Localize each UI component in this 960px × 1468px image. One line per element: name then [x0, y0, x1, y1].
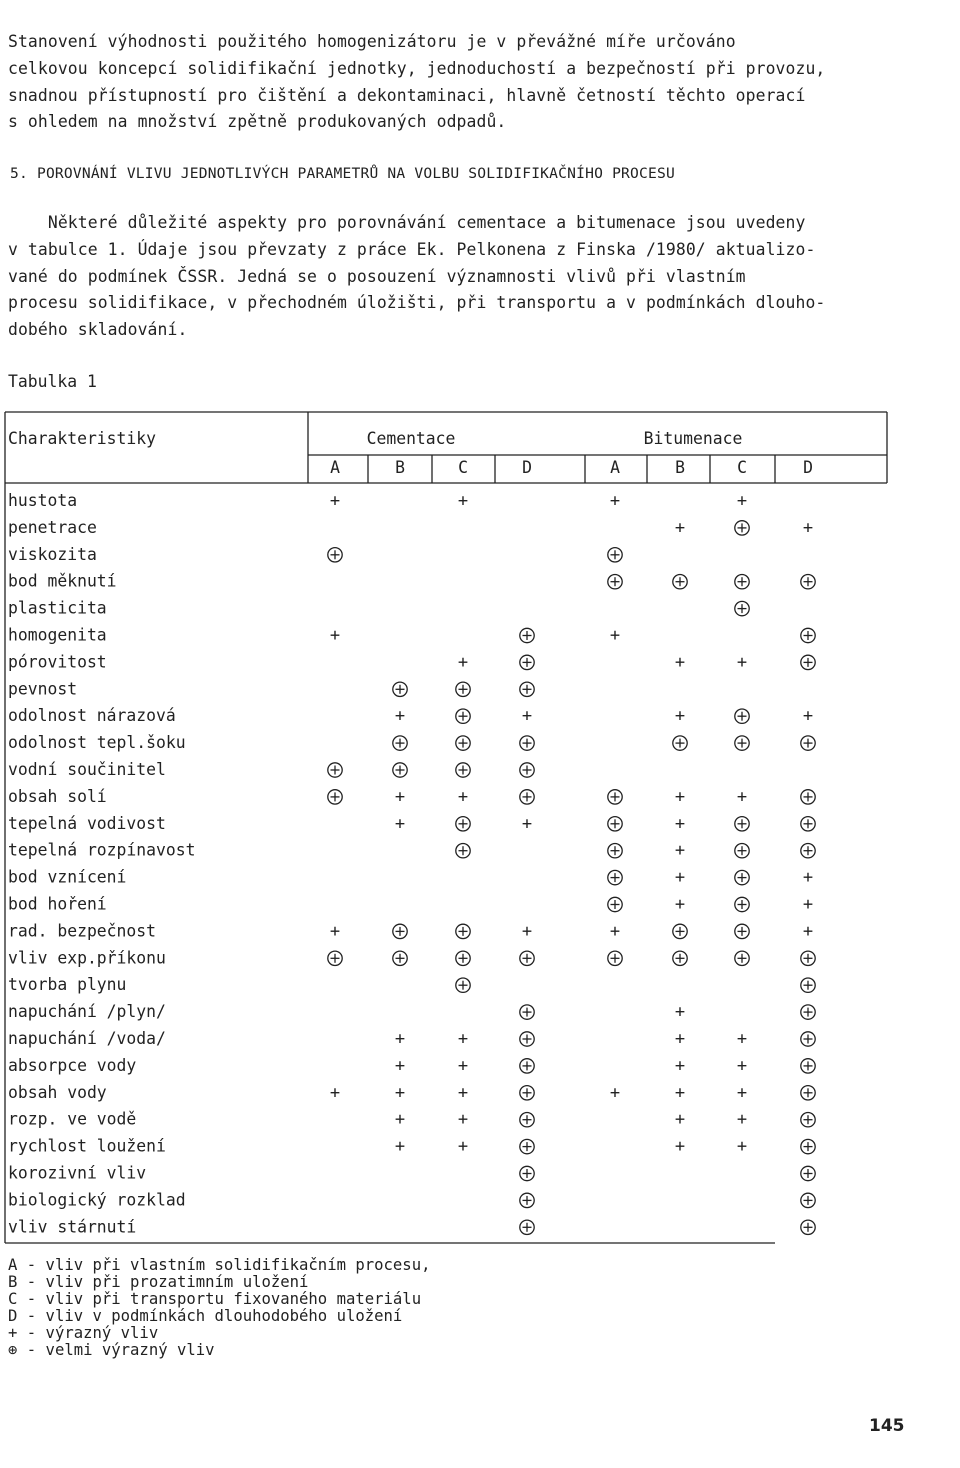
- cell-circled-plus: [608, 844, 622, 858]
- cell-circled-plus: [801, 951, 815, 965]
- cell-circled-plus: [801, 1113, 815, 1127]
- cell-plus: +: [457, 491, 469, 511]
- cell-plus: +: [674, 1136, 686, 1157]
- cell-circled-plus: [608, 897, 622, 911]
- cell-circled-plus: [608, 870, 622, 884]
- section-heading: 5. POROVNÁNÍ VLIVU JEDNOTLIVÝCH PARAMETRŮ NA VOLBU SOLIDIFIKAČNÍHO PROCESU: [10, 165, 675, 182]
- cell-plus: +: [329, 625, 341, 646]
- cell-circled-plus: [393, 951, 407, 965]
- cell-circled-plus: [801, 1166, 815, 1180]
- cell-plus: +: [802, 517, 814, 538]
- page-number: 145: [869, 1416, 905, 1436]
- cell-plus: +: [674, 1055, 686, 1076]
- cell-circled-plus: [328, 763, 342, 777]
- cell-circled-plus: [735, 709, 749, 723]
- cell-plus: +: [736, 1136, 748, 1157]
- cell-circled-plus: [801, 1193, 815, 1207]
- cell-circled-plus: [801, 1220, 815, 1234]
- cell-circled-plus: [801, 628, 815, 642]
- row-label: odolnost nárazová: [8, 706, 176, 726]
- intro-line: Stanovení výhodnosti použitého homogenizátoru je v převážné míře určováno: [8, 32, 736, 51]
- cell-plus: +: [394, 1029, 406, 1049]
- row-label: biologický rozklad: [8, 1190, 186, 1210]
- cell-circled-plus: [801, 790, 815, 804]
- cell-circled-plus: [801, 1005, 815, 1019]
- row-label: bod hoření: [8, 894, 107, 914]
- cell-circled-plus: [735, 817, 749, 831]
- cell-circled-plus: [735, 736, 749, 750]
- cell-plus: +: [674, 517, 686, 538]
- cell-circled-plus: [456, 817, 470, 831]
- cell-plus: +: [674, 813, 686, 834]
- cell-circled-plus: [393, 736, 407, 750]
- row-label: plasticita: [8, 598, 107, 618]
- cell-circled-plus: [520, 1059, 534, 1073]
- cell-plus: +: [802, 867, 814, 888]
- row-label: obsah vody: [8, 1082, 107, 1102]
- cell-plus: +: [521, 921, 533, 942]
- cell-plus: +: [736, 491, 748, 511]
- cell-circled-plus: [801, 575, 815, 589]
- cell-circled-plus: [328, 548, 342, 562]
- cell-circled-plus: [673, 736, 687, 750]
- cell-circled-plus: [735, 951, 749, 965]
- cell-plus: +: [674, 894, 686, 915]
- cell-plus: +: [394, 786, 406, 807]
- cell-plus: +: [736, 786, 748, 807]
- cell-plus: +: [674, 706, 686, 727]
- cell-plus: +: [674, 1002, 686, 1023]
- cell-circled-plus: [608, 548, 622, 562]
- cell-circled-plus: [801, 844, 815, 858]
- row-label: napuchání /voda/: [8, 1029, 166, 1048]
- cell-plus: +: [394, 1136, 406, 1157]
- cell-circled-plus: [456, 924, 470, 938]
- cell-circled-plus: [735, 897, 749, 911]
- legend-line: + - výrazný vliv: [8, 1324, 159, 1342]
- cell-plus: +: [802, 921, 814, 942]
- cell-plus: +: [802, 706, 814, 727]
- row-label: penetrace: [8, 517, 97, 537]
- row-label: pevnost: [8, 679, 78, 699]
- sub-column-label: C: [737, 458, 747, 477]
- cell-circled-plus: [801, 1032, 815, 1046]
- cell-circled-plus: [456, 682, 470, 696]
- cell-plus: +: [609, 491, 621, 511]
- body-line: v tabulce 1. Údaje jsou převzaty z práce Ek. Pelkonena z Finska /1980/ aktualizo-: [8, 239, 816, 259]
- row-label: napuchání /plyn/: [8, 1002, 166, 1022]
- cell-circled-plus: [608, 575, 622, 589]
- cell-circled-plus: [801, 1086, 815, 1100]
- cell-plus: +: [521, 706, 533, 727]
- cell-circled-plus: [520, 628, 534, 642]
- group-label-bitumenace: Bitumenace: [643, 429, 743, 448]
- sub-column-label: A: [610, 458, 620, 477]
- cell-circled-plus: [520, 1005, 534, 1019]
- row-label: bod měknutí: [8, 571, 117, 591]
- row-label: korozivní vliv: [8, 1163, 147, 1183]
- cell-plus: +: [394, 813, 406, 834]
- cell-plus: +: [329, 1082, 341, 1103]
- legend-line: C - vliv při transportu fixovaného materiálu: [8, 1290, 422, 1308]
- row-label: hustota: [8, 491, 78, 510]
- cell-plus: +: [457, 1055, 469, 1076]
- row-label: odolnost tepl.šoku: [8, 733, 186, 753]
- cell-circled-plus: [608, 790, 622, 804]
- cell-circled-plus: [735, 844, 749, 858]
- legend-line: A - vliv při vlastním solidifikačním procesu,: [8, 1256, 431, 1274]
- row-label: obsah solí: [8, 786, 107, 806]
- legend-line: B - vliv při prozatimním uložení: [8, 1273, 309, 1291]
- cell-plus: +: [329, 921, 341, 942]
- row-label: tepelná vodivost: [8, 813, 166, 833]
- cell-circled-plus: [456, 978, 470, 992]
- legend-line: D - vliv v podmínkách dlouhodobého uložení: [8, 1307, 403, 1325]
- cell-circled-plus: [801, 978, 815, 992]
- sub-column-label: B: [395, 458, 405, 477]
- cell-circled-plus: [673, 951, 687, 965]
- cell-circled-plus: [393, 924, 407, 938]
- row-label: vodní součinitel: [8, 760, 166, 779]
- cell-circled-plus: [735, 870, 749, 884]
- cell-plus: +: [457, 1136, 469, 1157]
- cell-circled-plus: [801, 817, 815, 831]
- cell-circled-plus: [520, 682, 534, 696]
- body-line: dobého skladování.: [8, 320, 188, 340]
- row-label: vliv stárnutí: [8, 1217, 137, 1237]
- cell-circled-plus: [520, 1032, 534, 1046]
- cell-plus: +: [457, 652, 469, 673]
- cell-plus: +: [457, 1029, 469, 1049]
- cell-circled-plus: [608, 951, 622, 965]
- body-line: Některé důležité aspekty pro porovnávání cementace a bitumenace jsou uvedeny: [8, 213, 806, 232]
- cell-circled-plus: [328, 951, 342, 965]
- cell-circled-plus: [801, 1059, 815, 1073]
- cell-circled-plus: [673, 924, 687, 938]
- cell-circled-plus: [456, 951, 470, 965]
- cell-circled-plus: [735, 924, 749, 938]
- cell-plus: +: [394, 1109, 406, 1130]
- cell-plus: +: [674, 867, 686, 888]
- cell-plus: +: [674, 1082, 686, 1103]
- cell-circled-plus: [520, 1086, 534, 1100]
- cell-plus: +: [674, 840, 686, 861]
- cell-plus: +: [329, 491, 341, 511]
- body-line: vané do podmínek ČSSR. Jedná se o posouzení významnosti vlivů při vlastním: [8, 266, 746, 286]
- sub-column-label: A: [330, 458, 340, 477]
- cell-plus: +: [609, 1082, 621, 1103]
- cell-plus: +: [674, 786, 686, 807]
- body-line: procesu solidifikace, v přechodném úložišti, při transportu a v podmínkách dlouho-: [8, 293, 826, 313]
- row-label: pórovitost: [8, 652, 107, 672]
- cell-circled-plus: [456, 709, 470, 723]
- cell-circled-plus: [520, 655, 534, 669]
- row-label: viskozita: [8, 544, 97, 564]
- cell-plus: +: [394, 1082, 406, 1103]
- table-header-label: Charakteristiky: [8, 429, 157, 448]
- cell-circled-plus: [393, 763, 407, 777]
- cell-circled-plus: [520, 951, 534, 965]
- cell-plus: +: [674, 652, 686, 673]
- cell-plus: +: [394, 706, 406, 727]
- row-label: absorpce vody: [8, 1055, 137, 1075]
- cell-circled-plus: [520, 736, 534, 750]
- cell-plus: +: [674, 1029, 686, 1049]
- row-label: bod vznícení: [8, 867, 127, 887]
- sub-column-label: C: [458, 458, 468, 477]
- cell-circled-plus: [735, 575, 749, 589]
- row-label: rychlost loužení: [8, 1136, 166, 1156]
- row-label: homogenita: [8, 625, 107, 645]
- intro-line: s ohledem na množství zpětně produkovaných odpadů.: [8, 112, 507, 132]
- sub-column-label: B: [675, 458, 685, 477]
- cell-circled-plus: [456, 736, 470, 750]
- row-label: tepelná rozpínavost: [8, 840, 196, 860]
- cell-plus: +: [736, 1109, 748, 1130]
- cell-circled-plus: [520, 1220, 534, 1234]
- cell-circled-plus: [801, 1139, 815, 1153]
- cell-plus: +: [736, 1029, 748, 1049]
- row-label: rozp. ve vodě: [8, 1109, 137, 1129]
- cell-plus: +: [521, 813, 533, 834]
- cell-circled-plus: [735, 601, 749, 615]
- cell-plus: +: [394, 1055, 406, 1076]
- intro-line: celkovou koncepcí solidifikační jednotky, jednoduchostí a bezpečností při provozu,: [8, 58, 826, 78]
- table-caption: Tabulka 1: [8, 372, 97, 391]
- sub-column-label: D: [522, 458, 532, 477]
- cell-plus: +: [674, 1109, 686, 1130]
- cell-circled-plus: [520, 1193, 534, 1207]
- group-label-cementace: Cementace: [366, 429, 456, 448]
- cell-circled-plus: [520, 763, 534, 777]
- cell-circled-plus: [393, 682, 407, 696]
- cell-circled-plus: [328, 790, 342, 804]
- cell-circled-plus: [735, 521, 749, 535]
- row-label: tvorba plynu: [8, 975, 127, 995]
- cell-circled-plus: [801, 736, 815, 750]
- cell-plus: +: [736, 1055, 748, 1076]
- row-label: vliv exp.příkonu: [8, 948, 166, 968]
- cell-circled-plus: [520, 1139, 534, 1153]
- cell-plus: +: [736, 1082, 748, 1103]
- cell-circled-plus: [801, 655, 815, 669]
- cell-plus: +: [457, 1082, 469, 1103]
- row-label: rad. bezpečnost: [8, 921, 157, 941]
- cell-plus: +: [802, 894, 814, 915]
- legend-line: ⊕ - velmi výrazný vliv: [8, 1341, 215, 1359]
- cell-circled-plus: [673, 575, 687, 589]
- table-legend: [8, 1257, 430, 1359]
- cell-circled-plus: [520, 790, 534, 804]
- cell-circled-plus: [608, 817, 622, 831]
- cell-circled-plus: [456, 844, 470, 858]
- cell-plus: +: [457, 1109, 469, 1130]
- intro-line: snadnou přístupností pro čištění a dekontaminaci, hlavně četností těchto operací: [8, 85, 806, 105]
- cell-plus: +: [609, 625, 621, 646]
- cell-circled-plus: [520, 1113, 534, 1127]
- sub-column-label: D: [803, 458, 813, 477]
- cell-circled-plus: [456, 763, 470, 777]
- cell-circled-plus: [520, 1166, 534, 1180]
- cell-plus: +: [736, 652, 748, 673]
- cell-plus: +: [457, 786, 469, 807]
- cell-plus: +: [609, 921, 621, 942]
